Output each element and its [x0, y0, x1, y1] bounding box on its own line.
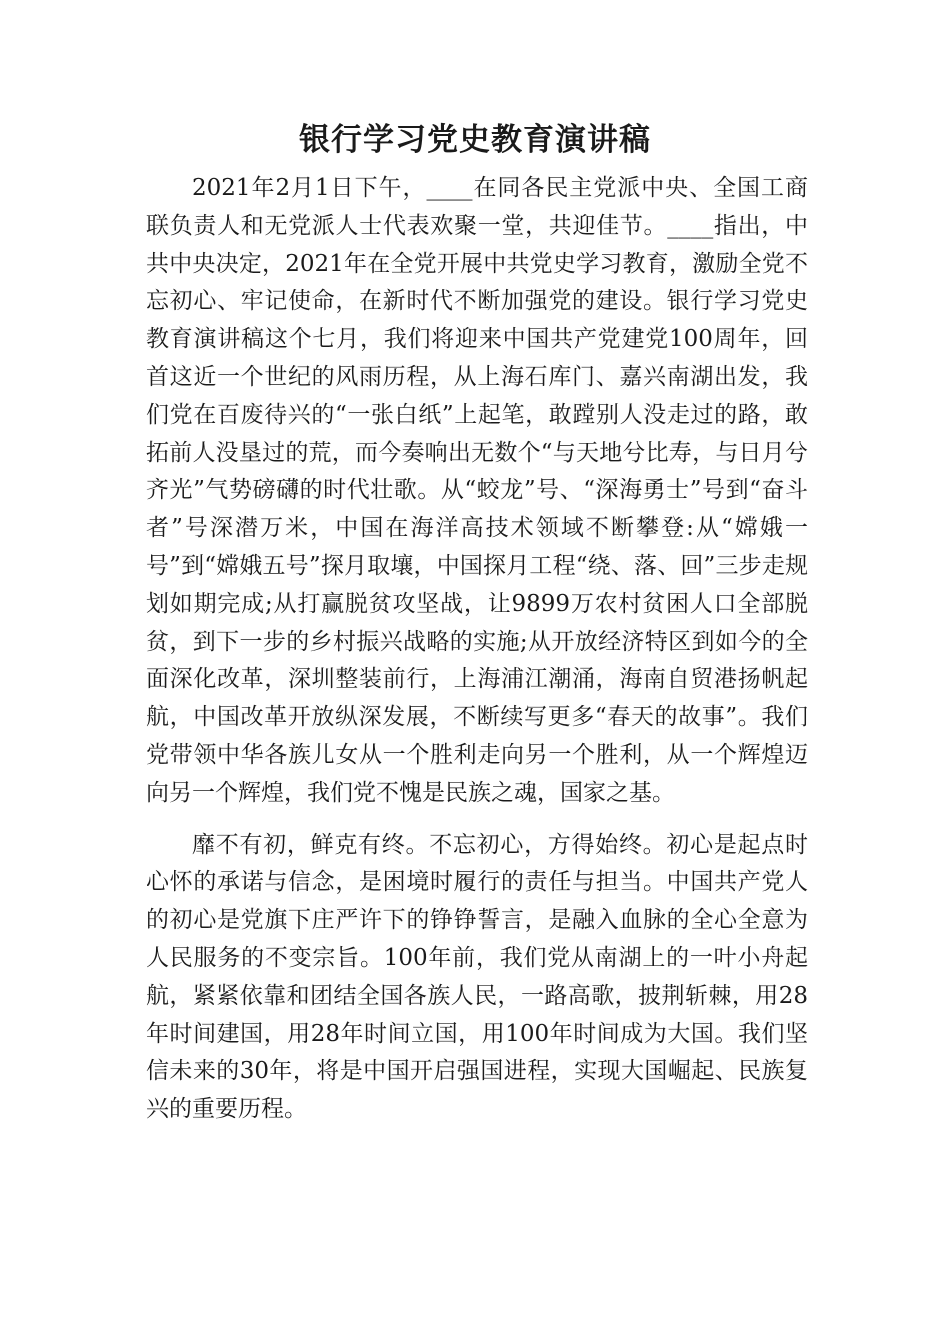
document-title: 银行学习党史教育演讲稿 — [299, 122, 651, 158]
paragraph-2: 靡不有初，鲜克有终。不忘初心，方得始终。初心是起点时心怀的承诺与信念，是困境时履行的责任与担当。中国共产党人的初心是党旗下庄严许下的铮铮誓言，是融入血脉的全心全意为人民服务的不变宗旨。100年前，我们党从南湖上的一叶小舟起航，紧紧依靠和团结全国各族人民，一路高歌，披荆斩棘，用28年时间建国，用28年时间立国，用100年时间成为大国。我们坚信未来的30年，将是中国开启强国进程，实现大国崛起、民族复兴的重要历程。 — [146, 831, 808, 1123]
paragraph-1: 2021年2月1日下午，____在同各民主党派中央、全国工商联负责人和无党派人士代表欢聚一堂，共迎佳节。____指出，中共中央决定，2021年在全党开展中共党史学习教育，激励全党不忘初心、牢记使命，在新时代不断加强党的建设。银行学习党史教育演讲稿这个七月，我们将迎来中国共产党建党100周年，回首这近一个世纪的风雨历程，从上海石库门、嘉兴南湖出发，我们党在百废待兴的“一张白纸”上起笔，敢蹚别人没走过的路，敢拓前人没垦过的荒，而今奏响出无数个“与天地兮比寿，与日月兮齐光”气势磅礴的时代壮歌。从“蛟龙”号、“深海勇士”号到“奋斗者”号深潜万米，中国在海洋高技术领域不断攀登:从“嫦娥一号”到“嫦娥五号”探月取壤，中国探月工程“绕、落、回”三步走规划如期完成;从打赢脱贫攻坚战，让9899万农村贫困人口全部脱贫，到下一步的乡村振兴战略的实施;从开放经济特区到如今的全面深化改革，深圳整装前行，上海浦江潮涌，海南自贸港扬帆起航，中国改革开放纵深发展，不断续写更多“春天的故事”。我们党带领中华各族儿女从一个胜利走向另一个胜利，从一个辉煌迈向另一个辉煌，我们党不愧是民族之魂，国家之基。 — [146, 175, 808, 806]
document-body — [146, 170, 808, 1129]
